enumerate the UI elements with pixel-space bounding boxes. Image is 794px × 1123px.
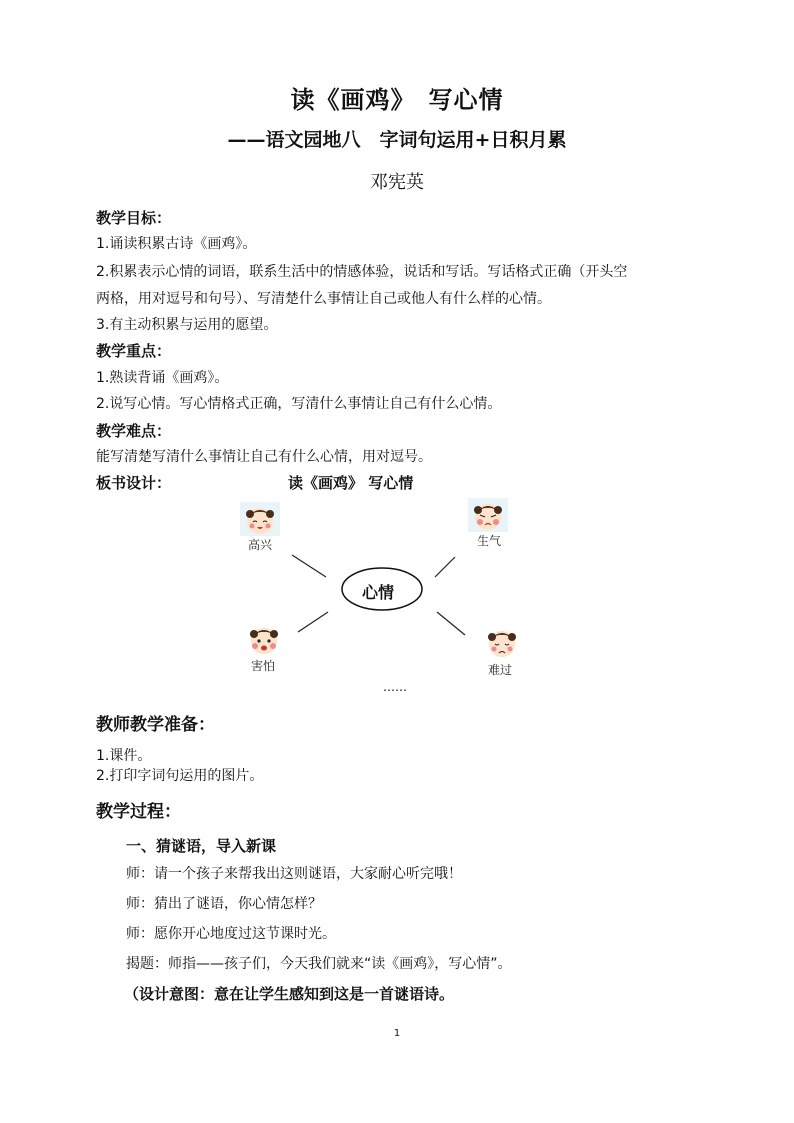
difficulty-line: 能写清楚写清什么事情让自己有什么心情，用对逗号。 (96, 449, 432, 465)
happy-face-icon (240, 502, 280, 536)
connector-line (292, 555, 326, 577)
section1-title: 一、猜谜语，导入新课 (126, 837, 277, 855)
scared-label: 害怕 (251, 659, 276, 673)
happy-label: 高兴 (248, 538, 273, 552)
prep-heading: 教师教学准备： (96, 715, 215, 735)
process-heading: 教学过程： (96, 802, 181, 822)
goal-line: 2.积累表示心情的词语，联系生活中的情感体验，说话和写话。写话格式正确（开头空 (96, 264, 628, 280)
design-intent: （设计意图：意在让学生感知到这是一首谜语诗。 (124, 985, 455, 1003)
author-name: 邓宪英 (370, 172, 424, 193)
section1-line: 师：请一个孩子来帮我出这则谜语，大家耐心听完哦！ (126, 866, 462, 882)
scared-face-icon (244, 622, 284, 656)
board-title: 读《画鸡》 写心情 (288, 474, 414, 492)
center-label: 心情 (362, 583, 395, 602)
angry-face-icon (468, 498, 508, 532)
connector-line (298, 612, 328, 632)
connector-line (437, 612, 465, 635)
sad-face-icon (482, 625, 522, 659)
key-point-line: 2.说写心情。写心情格式正确，写清什么事情让自己有什么心情。 (96, 396, 502, 412)
section1-line: 揭题：师指——孩子们，今天我们就来“读《画鸡》，写心情”。 (126, 956, 512, 972)
page-number: 1 (393, 1028, 401, 1039)
angry-label: 生气 (477, 534, 502, 548)
difficulty-heading: 教学难点： (96, 422, 172, 440)
board-heading: 板书设计： (96, 474, 172, 492)
goal-line: 两格，用对逗号和句号）、写清楚什么事情让自己或他人有什么样的心情。 (96, 291, 551, 307)
key-points-heading: 教学重点： (96, 342, 172, 360)
document-subtitle: ——语文园地八 字词句运用+日积月累 (227, 129, 567, 151)
goal-line: 3.有主动积累与运用的愿望。 (96, 317, 278, 333)
key-point-line: 1.熟读背诵《画鸡》。 (96, 370, 229, 386)
document-title: 读《画鸡》 写心情 (290, 86, 504, 114)
connector-line (435, 557, 455, 577)
diagram-ellipsis: …… (383, 680, 407, 694)
section1-line: 师：愿你开心地度过这节课时光。 (126, 926, 336, 942)
sad-label: 难过 (488, 663, 513, 677)
prep-line: 2.打印字词句运用的图片。 (96, 768, 264, 784)
goals-heading: 教学目标： (96, 209, 172, 227)
goal-line: 1.诵读积累古诗《画鸡》。 (96, 236, 257, 252)
section1-line: 师：猜出了谜语，你心情怎样？ (126, 896, 322, 912)
prep-line: 1.课件。 (96, 748, 152, 764)
